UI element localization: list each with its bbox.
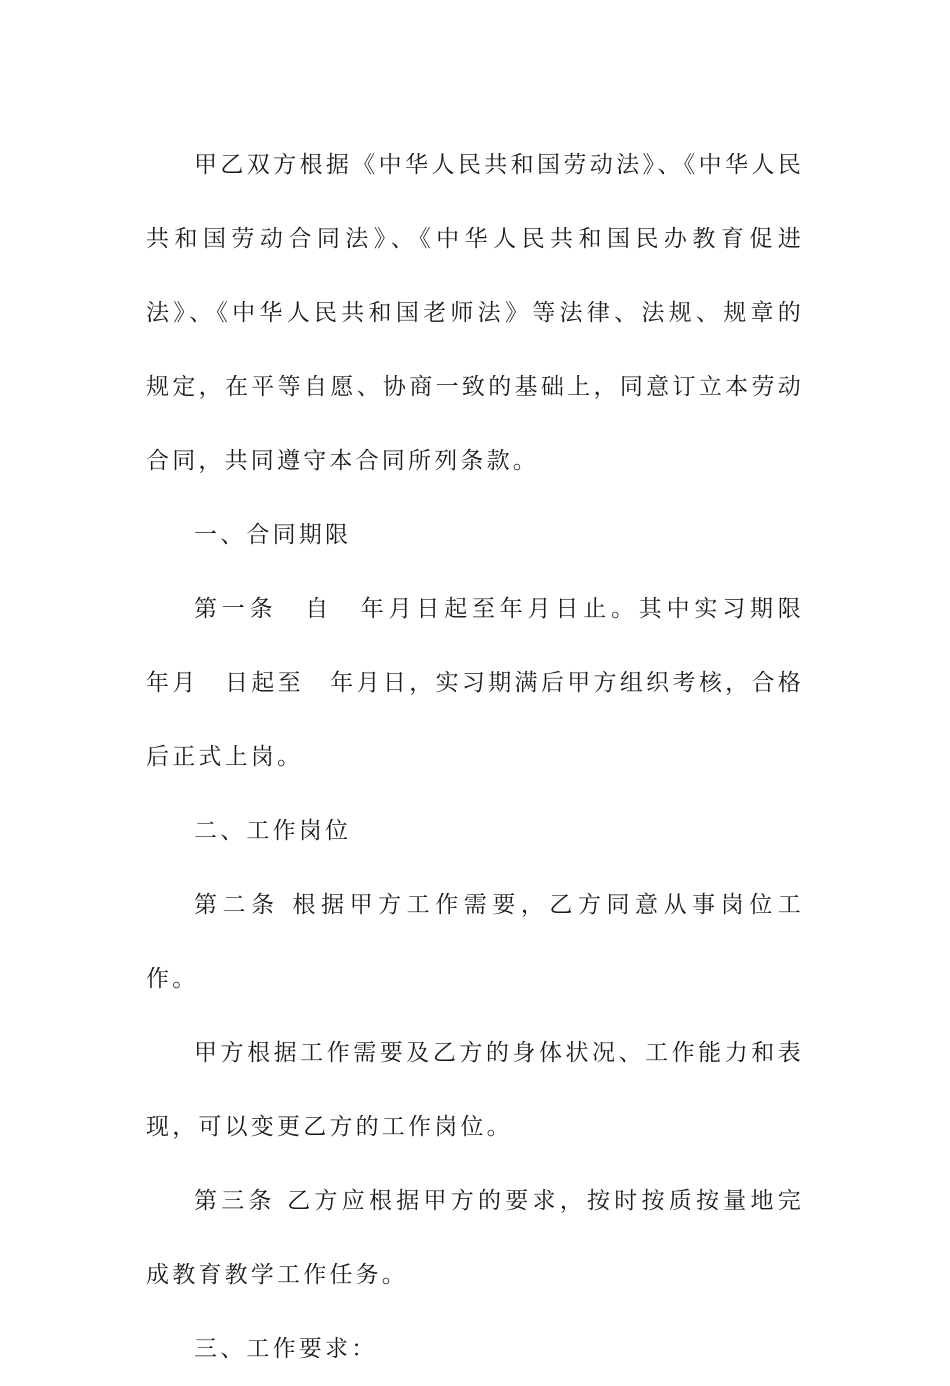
article-3: 第三条 乙方应根据甲方的要求，按时按质按量地完成教育教学工作任务。	[146, 1188, 804, 1288]
article-2: 第二条 根据甲方工作需要，乙方同意从事岗位工作。	[146, 892, 804, 992]
document-body	[146, 128, 831, 1386]
section-heading-work-position: 二、工作岗位	[194, 818, 352, 844]
article-1: 第一条 自 年月日起至年月日止。其中实习期限 年月 日起至 年月日，实习期满后甲方组织考核，合格后正式上岗。	[146, 596, 831, 770]
paragraph-preamble: 甲乙双方根据《中华人民共和国劳动法》、《中华人民共和国劳动合同法》、《中华人民共和国民办教育促进法》、《中华人民共和国老师法》等法律、法规、规章的规定，在平等自愿、协商一致的基础上，同意订立本劳动合同，共同遵守本合同所列条款。	[146, 152, 804, 474]
section-heading-contract-term: 一、合同期限	[194, 522, 352, 548]
paragraph-position-change: 甲方根据工作需要及乙方的身体状况、工作能力和表现，可以变更乙方的工作岗位。	[146, 1040, 804, 1140]
section-heading-work-requirements: 三、工作要求：	[194, 1336, 378, 1362]
